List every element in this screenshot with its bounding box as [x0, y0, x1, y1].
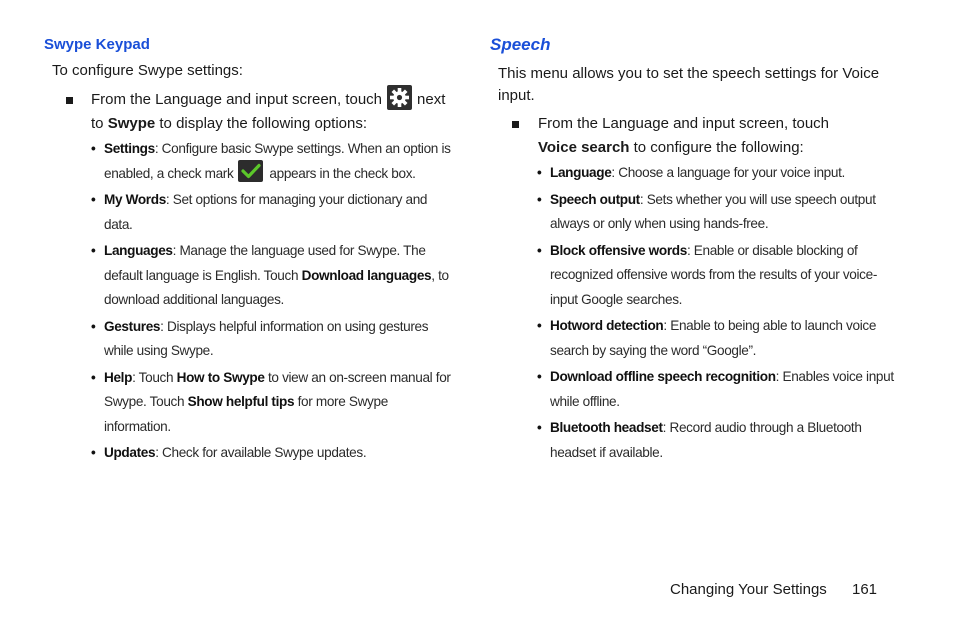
square-bullet	[66, 97, 73, 104]
step-text-next: next	[417, 91, 446, 108]
list-item: • My Words: Set options for managing your dictionary and data.	[91, 192, 428, 232]
gear-icon	[387, 85, 412, 110]
list-item: • Bluetooth headset: Record audio through a Bluetooth headset if available.	[537, 420, 862, 460]
list-item: • Gestures: Displays helpful information on using gestures while using Swype.	[91, 318, 429, 358]
list-item: • Speech output: Sets whether you will use speech output always or only when using hands-free.	[537, 191, 876, 231]
step-text: From the Language and input screen, touch	[538, 115, 830, 132]
list-item: • Block offensive words: Enable or disable blocking of recognized offensive words from the results of your voice-input Google searches.	[537, 242, 878, 307]
swype-step	[91, 88, 451, 136]
section-title-swype-keypad: Swype Keypad	[44, 36, 150, 53]
list-item: • Languages: Manage the language used for Swype. The default language is English. Touch Download languages, to download additional languages.	[91, 243, 449, 307]
swype-label: Swype	[107, 115, 156, 132]
speech-intro: This menu allows you to set the speech settings for Voice input.	[498, 65, 880, 104]
check-mark-icon	[238, 160, 263, 182]
swype-options-list	[91, 137, 454, 468]
list-item: • Language: Choose a language for your voice input.	[537, 165, 845, 180]
footer-section-name: Changing Your Settings	[670, 581, 827, 598]
list-item: • Download offline speech recognition: Enables voice input while offline.	[537, 369, 894, 409]
step-text-configure: to configure the following:	[629, 139, 804, 156]
list-item: • Updates: Check for available Swype updates.	[91, 445, 367, 460]
page-number: 161	[852, 581, 878, 598]
step-text: From the Language and input screen, touch	[91, 91, 383, 108]
step-text-to: to	[91, 115, 104, 132]
list-item: • Settings: Configure basic Swype settings. When an option is enabled, a check mark appears in the check box.	[91, 141, 451, 181]
list-item: • Hotword detection: Enable to being able to launch voice search by saying the word “Google”.	[537, 318, 877, 358]
swype-intro: To configure Swype settings:	[52, 62, 243, 79]
step-text-options: to display the following options:	[159, 115, 368, 132]
square-bullet	[512, 121, 519, 128]
speech-step	[538, 112, 898, 160]
speech-options-list	[537, 161, 900, 467]
voice-search-label: Voice search	[538, 139, 630, 156]
section-title-speech: Speech	[490, 35, 551, 54]
list-item: • Help: Touch How to Swype to view an on-screen manual for Swype. Touch Show helpful tips for more Swype information.	[91, 369, 451, 434]
